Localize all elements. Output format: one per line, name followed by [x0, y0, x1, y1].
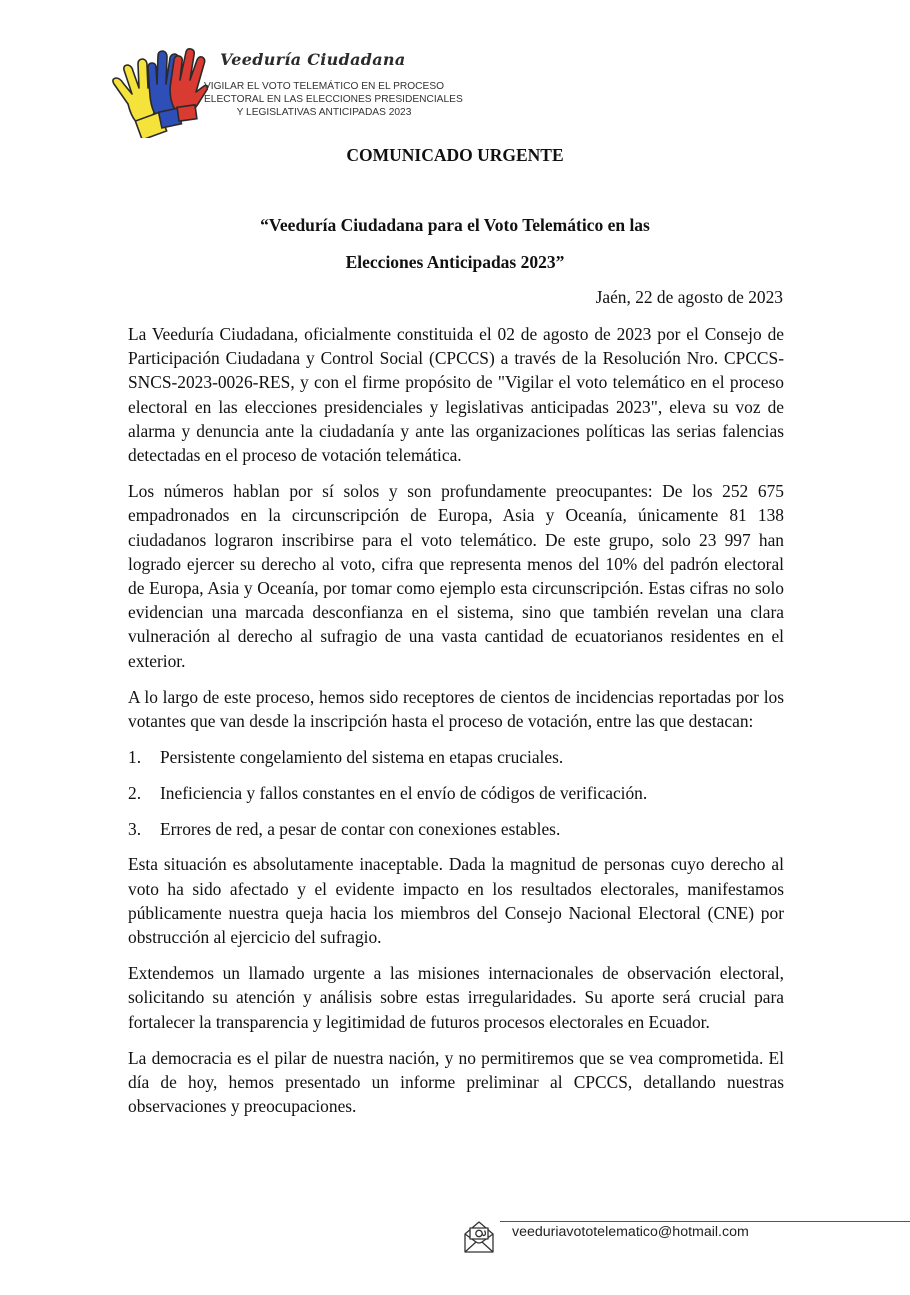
org-name: Veeduría Ciudadana	[220, 50, 406, 69]
colored-hands-logo-icon	[108, 44, 208, 138]
body-paragraph: Esta situación es absolutamente inaceptable. Dada la magnitud de personas cuyo derecho al voto ha sido afectado y el evidente impacto en los resultados electorales, manifestamos públicamente nuestra queja hacia los miembros del Consejo Nacional Electoral (CNE) por obstrucción al ejercicio del sufragio.	[128, 854, 784, 947]
org-subtitle-line: VIGILAR EL VOTO TELEMÁTICO EN EL PROCESO	[204, 81, 445, 92]
list-item-text: Errores de red, a pesar de contar con conexiones estables.	[160, 818, 561, 839]
list-item-text: Persistente congelamiento del sistema en etapas cruciales.	[160, 747, 564, 768]
document-body	[128, 322, 784, 1130]
incident-list	[128, 745, 784, 841]
body-paragraph: La Veeduría Ciudadana, oficialmente constituida el 02 de agosto de 2023 por el Consejo de Participación Ciudadana y Control Social (CPCCS) a través de la Resolución Nro. CPCCS-SNCS-2023-0026-RES, y con el firme propósito de "Vigilar el voto telemático en el proceso electoral en las elecciones presidenciales y legislativas anticipadas 2023", eleva su voz de alarma y denuncia ante la ciudadanía y ante las organizaciones políticas las serias falencias detectadas en el proceso de votación telemática.	[128, 324, 784, 466]
list-item-number: 2.	[128, 782, 142, 803]
org-subtitle-line: Y LEGISLATIVAS ANTICIPADAS 2023	[236, 107, 412, 118]
document-title-line-1: “Veeduría Ciudadana para el Voto Telemático en las	[260, 215, 650, 235]
body-paragraph: Los números hablan por sí solos y son profundamente preocupantes: De los 252 675 empadronados en la circunscripción de Europa, Asia y Oceanía, únicamente 81 138 ciudadanos lograron inscribirse para el voto telemático. De este grupo, solo 23 997 han logrado ejercer su derecho al voto, cifra que representa menos del 10% del padrón electoral de Europa, Asia y Oceanía, por tomar como ejemplo esta circunscripción. Estas cifras no solo evidencian una marcada desconfianza en el sistema, sino que también revelan una clara vulneración al derecho al sufragio de una vasta cantidad de ecuatorianos residentes en el exterior.	[128, 481, 784, 671]
envelope-at-icon	[462, 1218, 496, 1254]
org-subtitle	[204, 80, 463, 119]
org-subtitle-line: ELECTORAL EN LAS ELECCIONES PRESIDENCIALES	[204, 94, 463, 105]
list-item-number: 1.	[128, 747, 142, 768]
document-title-line-2: Elecciones Anticipadas 2023”	[345, 252, 565, 272]
list-item-text: Ineficiencia y fallos constantes en el envío de códigos de verificación.	[160, 782, 648, 803]
document-heading: COMUNICADO URGENTE	[346, 145, 564, 165]
body-paragraph: A lo largo de este proceso, hemos sido receptores de cientos de incidencias reportadas por los votantes que van desde la inscripción hasta el proceso de votación, entre las que destacan:	[128, 686, 784, 732]
body-paragraph: Extendemos un llamado urgente a las misiones internacionales de observación electoral, solicitando su atención y análisis sobre estas irregularidades. Su aporte será crucial para fortalecer la transparencia y legitimidad de futuros procesos electorales en Ecuador.	[128, 963, 784, 1032]
contact-email: veeduriavototelematico@hotmail.com	[512, 1224, 749, 1240]
list-item	[128, 745, 784, 769]
footer-divider	[500, 1221, 910, 1222]
list-item-number: 3.	[128, 818, 142, 839]
body-paragraph: La democracia es el pilar de nuestra nación, y no permitiremos que se vea comprometida. El día de hoy, hemos presentado un informe preliminar al CPCCS, detallando nuestras observaciones y preocupaciones.	[128, 1047, 784, 1117]
document-date: Jaén, 22 de agosto de 2023	[595, 287, 783, 307]
list-item	[128, 781, 784, 805]
list-item	[128, 817, 784, 841]
header-logo	[108, 44, 463, 140]
